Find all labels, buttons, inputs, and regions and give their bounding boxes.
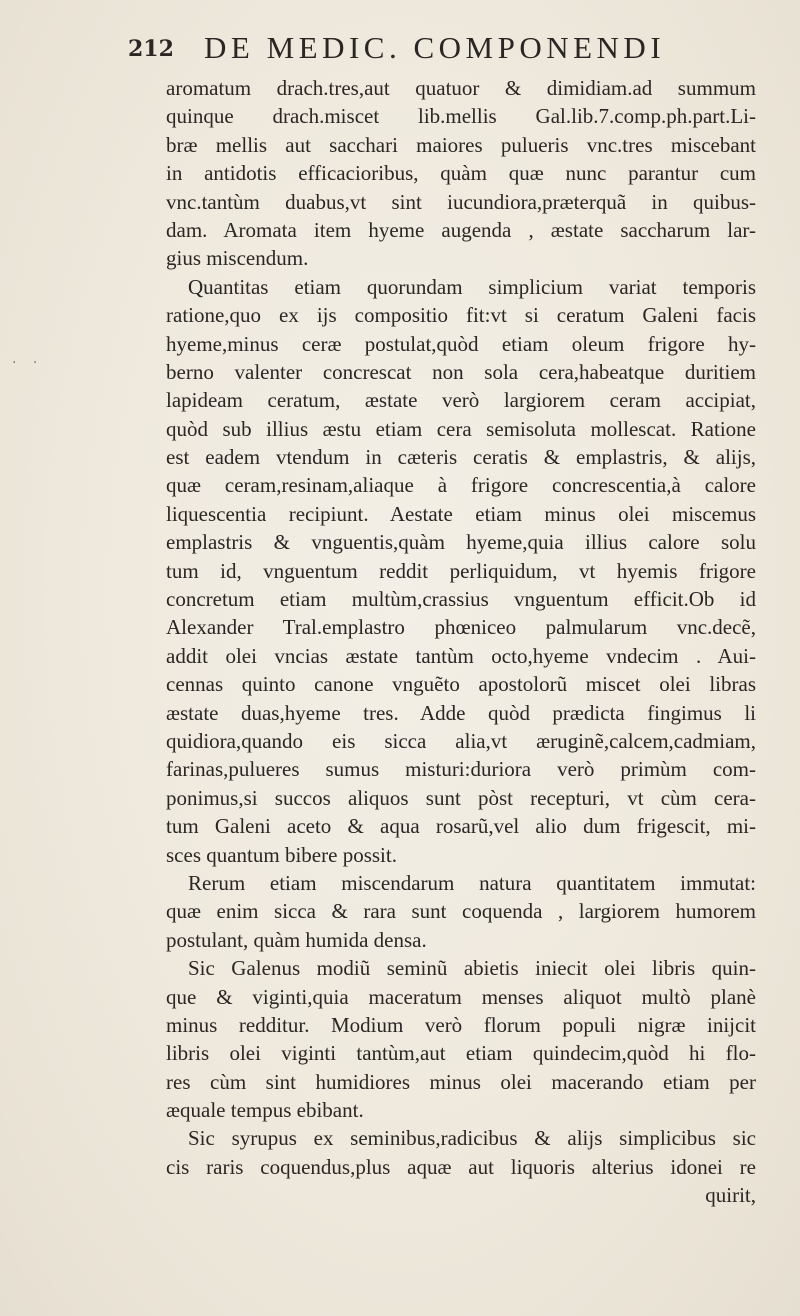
- text-line: tum Galeni aceto & aqua rosarũ,vel alio dum frigescit, mi-: [166, 814, 756, 839]
- text-line: berno valenter concrescat non sola cera,habeatque duritiem: [166, 359, 756, 384]
- margin-mark: · ·: [12, 355, 44, 371]
- text-line: liquescentia recipiunt. Aestate etiam minus olei miscemus: [166, 501, 756, 526]
- running-title: DE MEDIC. COMPONENDI: [204, 30, 666, 65]
- text-line: quæ enim sicca & rara sunt coquenda , largiorem humorem: [166, 899, 756, 924]
- text-line: Alexander Tral.emplastro phœniceo palmularum vnc.decẽ,: [166, 615, 756, 640]
- text-line: addit olei vncias æstate tantùm octo,hyeme vndecim . Aui-: [166, 643, 756, 668]
- paragraph-start-line: Quantitas etiam quorundam simplicium variat temporis: [188, 274, 756, 299]
- text-line: lapideam ceratum, æstate verò largiorem ceram accipiat,: [166, 388, 756, 413]
- body-text: [166, 74, 756, 1210]
- catchword-line: quirit,: [705, 1183, 756, 1208]
- text-line: aromatum drach.tres,aut quatuor & dimidiam.ad summum: [166, 76, 756, 100]
- text-line: minus redditur. Modium verò florum populi nigræ inijcit: [166, 1012, 756, 1037]
- text-line: in antidotis efficacioribus, quàm quæ nunc parantur cum: [166, 161, 756, 186]
- text-line: gius miscendum.: [166, 246, 309, 271]
- paragraph-start-line: Sic syrupus ex seminibus,radicibus & alijs simplicibus sic: [188, 1126, 756, 1151]
- text-line: hyeme,minus ceræ postulat,quòd etiam oleum frigore hy-: [166, 331, 756, 356]
- text-line: farinas,pulueres sumus misturi:duriora verò primùm com-: [166, 757, 756, 782]
- text-line: sces quantum bibere possit.: [166, 842, 397, 867]
- text-line: bræ mellis aut sacchari maiores pulueris vnc.tres miscebant: [166, 132, 756, 157]
- text-line: cennas quinto canone vnguẽto apostolorũ miscet olei libras: [166, 672, 756, 697]
- text-line: est eadem vtendum in cæteris ceratis & emplastris, & alijs,: [166, 445, 756, 470]
- text-line: æstate duas,hyeme tres. Adde quòd prædicta fingimus li: [166, 700, 756, 725]
- text-line: ratione,quo ex ijs compositio fit:vt si ceratum Galeni facis: [166, 303, 756, 328]
- text-line: vnc.tantùm duabus,vt sint iucundiora,præterquã in quibus-: [166, 189, 756, 214]
- text-line: quinque drach.miscet lib.mellis Gal.lib.7.comp.ph.part.Li-: [166, 104, 756, 129]
- text-line: tum id, vnguentum reddit perliquidum, vt hyemis frigore: [166, 558, 756, 583]
- page-number: 212: [128, 36, 174, 62]
- paragraph-start-line: Rerum etiam miscendarum natura quantitatem immutat:: [188, 870, 756, 895]
- text-line: res cùm sint humidiores minus olei macerando etiam per: [166, 1069, 756, 1094]
- text-line: ponimus,si succos aliquos sunt pòst recepturi, vt cùm cera-: [166, 785, 756, 810]
- text-line: æquale tempus ebibant.: [166, 1098, 364, 1123]
- text-line: cis raris coquendus,plus aquæ aut liquoris alterius idonei re: [166, 1154, 756, 1179]
- text-line: libris olei viginti tantùm,aut etiam quindecim,quòd hi flo-: [166, 1041, 756, 1066]
- text-line: emplastris & vnguentis,quàm hyeme,quia illius calore solu: [166, 530, 756, 555]
- text-line: quidiora,quando eis sicca alia,vt æruginẽ,calcem,cadmiam,: [166, 728, 756, 753]
- text-line: concretum etiam multùm,crassius vnguentum efficit.Ob id: [166, 587, 756, 612]
- text-line: que & viginti,quia maceratum menses aliquot multò planè: [166, 984, 756, 1009]
- text-line: quæ ceram,resinam,aliaque à frigore concrescentia,à calore: [166, 473, 756, 498]
- text-line: dam. Aromata item hyeme augenda , æstate saccharum lar-: [166, 217, 756, 242]
- paragraph-start-line: Sic Galenus modiũ seminũ abietis iniecit olei libris quin-: [188, 956, 756, 981]
- text-line: postulant, quàm humida densa.: [166, 927, 427, 952]
- text-line: quòd sub illius æstu etiam cera semisoluta mollescat. Ratione: [166, 416, 756, 441]
- page-header: [0, 30, 800, 70]
